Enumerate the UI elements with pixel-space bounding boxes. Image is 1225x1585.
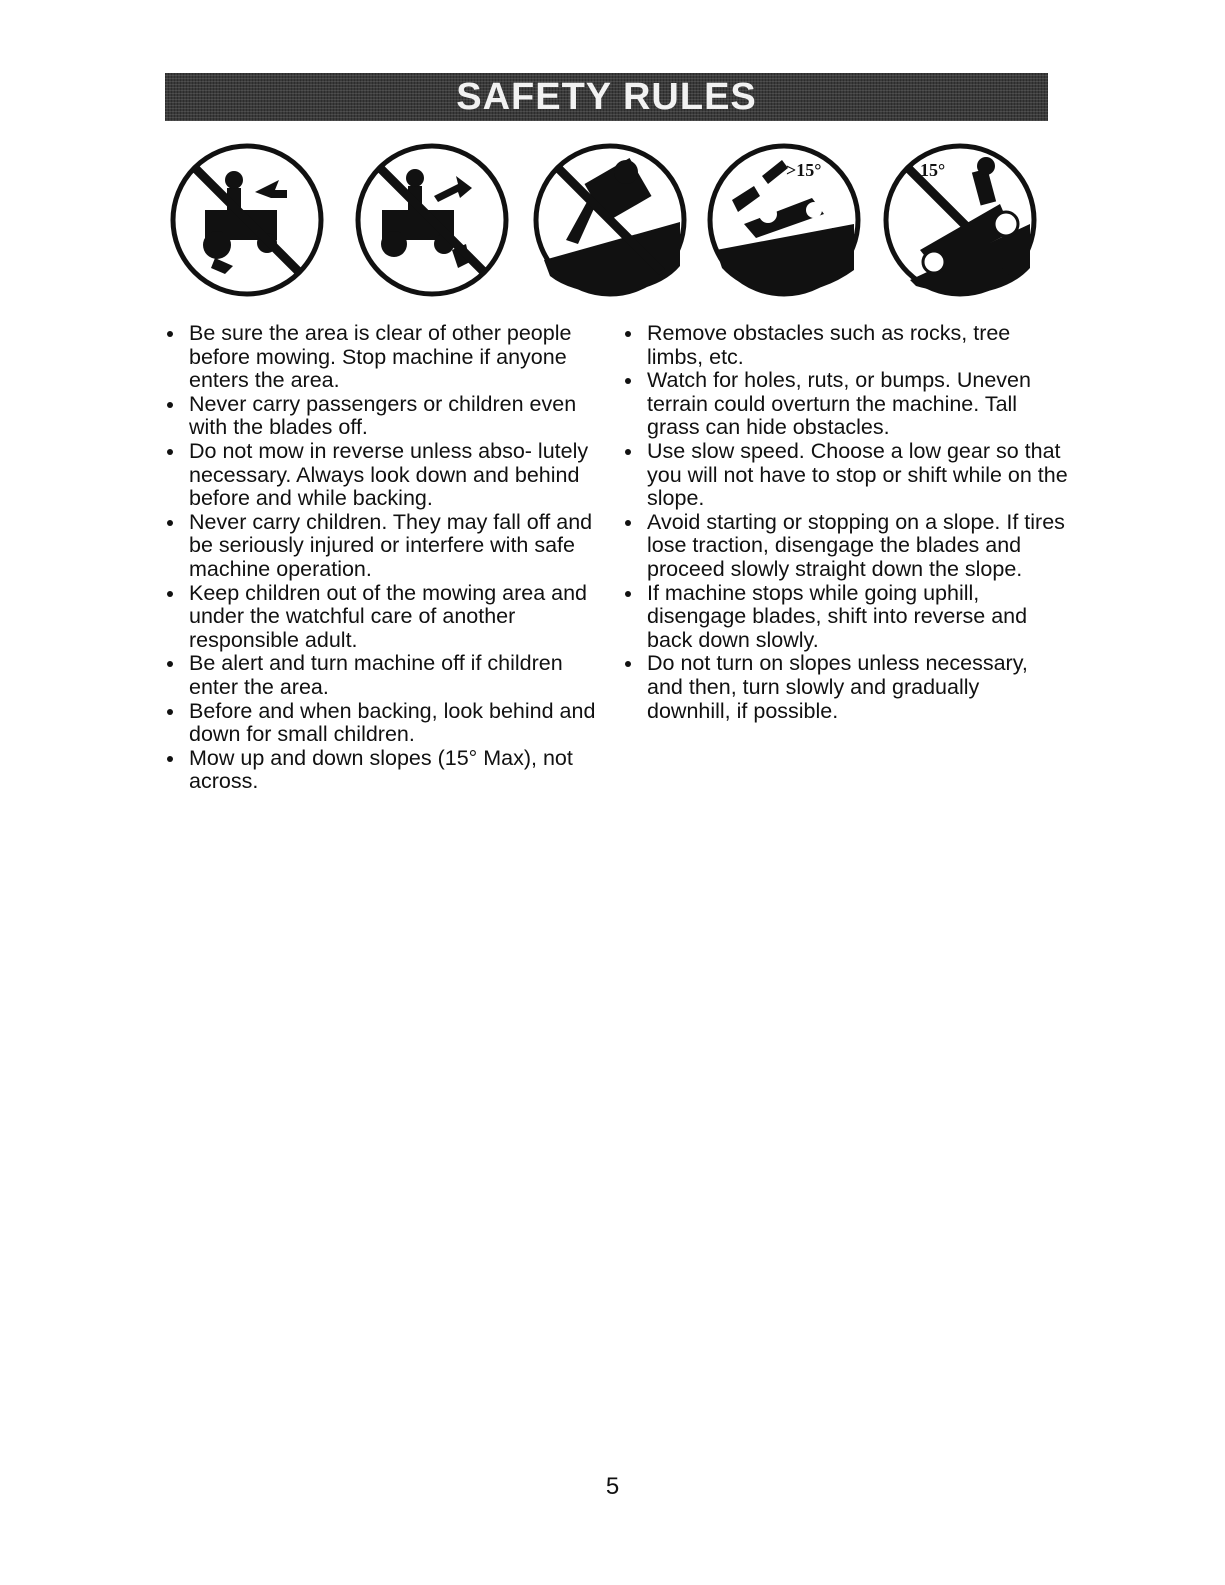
list-item: Use slow speed. Choose a low gear so that you will not have to stop or shift while on the slope. (618, 440, 1068, 511)
list-item: Avoid starting or stopping on a slope. If tires lose traction, disengage the blades and proceed slowly straight down the slope. (618, 511, 1068, 582)
list-item: If machine stops while going uphill, disengage blades, shift into reverse and back down slowly. (618, 582, 1068, 653)
list-item: Be alert and turn machine off if children enter the area. (160, 652, 610, 699)
no-reverse-mowing-icon (352, 140, 512, 300)
header-banner (165, 73, 1048, 121)
list-item: Remove obstacles such as rocks, tree limbs, etc. (618, 322, 1068, 369)
list-item: Be sure the area is clear of other people before mowing. Stop machine if anyone enters the area. (160, 322, 610, 393)
safety-pictograms (0, 140, 1225, 305)
no-passengers-icon (167, 140, 327, 300)
list-item: Never carry passengers or children even with the blades off. (160, 393, 610, 440)
slope-angle-label: 15° (920, 160, 946, 180)
no-sideways-slope-icon (880, 140, 1040, 300)
list-item: Keep children out of the mowing area and under the watchful care of another responsible adult. (160, 582, 610, 653)
page-number: 5 (605, 1473, 620, 1500)
page-title: SAFETY RULES (456, 75, 757, 118)
no-tipover-icon (530, 140, 690, 300)
list-item: Do not mow in reverse unless abso- lutely necessary. Always look down and behind before and while backing. (160, 440, 610, 511)
slope-over-15-icon (704, 140, 864, 300)
rules-column-right (618, 322, 1068, 723)
list-item: Before and when backing, look behind and down for small children. (160, 700, 610, 747)
rules-column-left (160, 322, 610, 794)
slope-angle-label: >15° (786, 160, 822, 180)
list-item: Do not turn on slopes unless necessary, and then, turn slowly and gradually downhill, if possible. (618, 652, 1068, 723)
list-item: Watch for holes, ruts, or bumps. Uneven terrain could overturn the machine. Tall grass can hide obstacles. (618, 369, 1068, 440)
list-item: Mow up and down slopes (15° Max), not across. (160, 747, 610, 794)
list-item: Never carry children. They may fall off and be seriously injured or interfere with safe machine operation. (160, 511, 610, 582)
